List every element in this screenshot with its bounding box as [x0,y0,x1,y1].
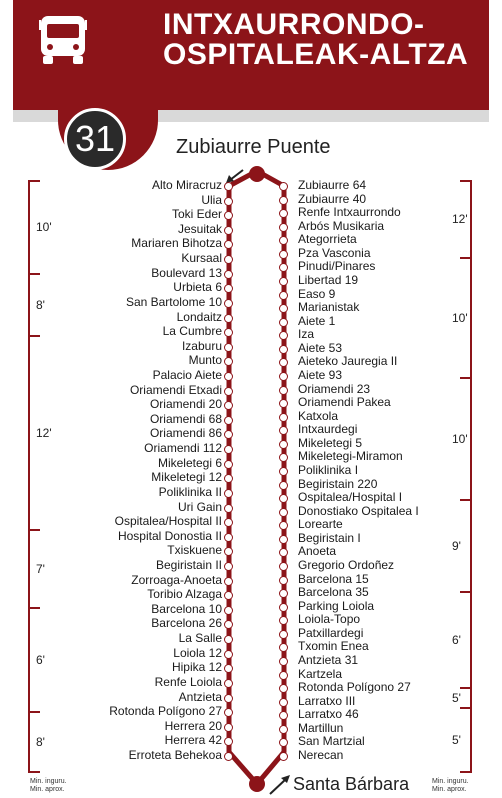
stop-marker [279,386,288,395]
right-stop-label: Arbós Musikaria [298,218,385,233]
left-stop-label: San Bartolome 10 [125,294,222,309]
right-stop-label: Anoeta [298,544,337,559]
left-stop-label: Oriamendi 68 [149,411,222,426]
stop-marker [279,671,288,680]
right-stop-label: Donostiako Ospitalea I [298,503,419,518]
right-stop-label: Poliklinika I [298,463,359,477]
right-stop-label: Katxola [298,408,339,423]
stop-marker [224,299,233,308]
right-bracket [470,258,472,378]
right-stop-label: Gregorio Ordoñez [298,558,395,572]
left-stop-label: Kursaal [181,251,222,266]
note-right-line2: Min. aprox. [432,786,467,793]
right-minutes-label: 12' [452,212,468,226]
right-stop-label: Antzieta 31 [298,653,359,667]
stop-marker [224,679,233,688]
note-left-line2: Min. aprox. [30,786,65,793]
right-stop-label: Ategorrieta [298,232,357,247]
left-stop-label: Barcelona 10 [151,601,222,616]
stop-marker [279,182,288,191]
right-stop-label: Larratxo 46 [298,707,359,722]
stop-marker [279,535,288,544]
stop-marker [279,413,288,422]
direction-arrow-bottom [270,779,286,794]
left-stop-label: Oriamendi 112 [144,441,222,456]
stop-marker [224,504,233,513]
right-bracket [470,592,472,688]
stop-marker [279,277,288,286]
terminal-top-label: Zubiaurre Puente [176,136,331,158]
left-stop-label: Oriamendi 86 [149,426,222,441]
left-bracket-tick [28,771,40,773]
right-stop-label: Nerecan [298,748,344,762]
right-stop-label: Zubiaurre 64 [298,178,367,192]
left-stop-label: Toki Eder [171,207,222,222]
right-bracket [470,708,472,772]
left-stop-label: Begiristain II [155,558,222,572]
left-stop-label: Hospital Donostia II [117,528,222,543]
terminal-bottom-label: Santa Bárbara [293,774,410,794]
stop-marker [224,533,233,542]
right-minutes-label: 10' [452,311,468,325]
right-stop-label: Aiete 53 [298,340,343,355]
right-minutes-label: 6' [452,633,461,647]
left-minutes-label: 8' [36,735,45,749]
left-minutes-label: 12' [36,426,52,440]
stop-marker [224,314,233,323]
left-minutes-label: 8' [36,298,45,312]
left-stop-label: Barcelona 26 [151,616,222,631]
right-stop-label: Barcelona 15 [298,571,369,586]
left-stop-label: Alto Miracruz [151,178,222,192]
left-stop-label: Ulia [201,192,222,207]
stop-marker [279,440,288,449]
stop-marker [224,416,233,425]
note-right-line1: Min. inguru. [432,778,469,785]
stop-marker [224,255,233,264]
right-stop-label: Loiola-Topo [298,612,361,627]
left-minutes-label: 7' [36,562,45,576]
stop-marker [224,270,233,279]
right-stop-label: Oriamendi Pakea [298,395,391,410]
note-left-line1: Min. inguru. [30,778,67,785]
stop-marker [224,650,233,659]
left-stop-label: Palacio Aiete [152,368,222,382]
terminal-bottom-marker [249,776,265,792]
stop-marker [279,345,288,354]
right-stop-label: Marianistak [298,300,360,315]
right-stop-label: Begiristain I [298,530,361,545]
right-bracket [470,378,472,500]
stop-marker [224,182,233,191]
stop-marker [279,223,288,232]
right-stop-label: Libertad 19 [298,273,359,287]
right-stop-label: Aiete 1 [298,313,336,328]
stop-marker [224,445,233,454]
note-left [30,778,67,794]
right-stop-label: Rotonda Polígono 27 [298,680,411,695]
stop-marker [279,698,288,707]
left-stop-label: La Salle [178,631,222,646]
left-stop-label: Ospitalea/Hospital II [114,514,222,529]
stop-marker [279,725,288,734]
stop-marker [224,562,233,571]
right-stop-label: Larratxo III [298,693,356,708]
stop-marker [279,250,288,259]
right-bracket [470,500,472,592]
right-stop-label: Iza [298,327,315,342]
right-stop-label: Mikeletegi 5 [298,435,363,450]
left-minutes-label: 10' [36,220,52,234]
left-stop-label: Oriamendi Etxadi [129,382,222,397]
stop-marker [279,291,288,300]
stop-marker [224,723,233,732]
right-stop-label: Parking Loiola [298,598,375,613]
stop-marker [224,387,233,396]
stop-marker [224,635,233,644]
stop-marker [224,577,233,586]
route-title-line2: OSPITALEAK-ALTZA [163,38,469,71]
right-stop-label: Intxaurdegi [298,422,358,437]
left-stop-label: Boulevard 13 [151,265,222,280]
right-stop-label: Renfe Intxaurrondo [298,205,401,220]
left-minutes-label: 6' [36,653,45,667]
stop-marker [279,630,288,639]
right-minutes-label: 5' [452,733,461,747]
left-stop-label: Erroteta Behekoa [128,748,222,762]
left-stop-label: La Cumbre [162,324,222,339]
right-stop-label: Mikeletegi-Miramon [298,449,403,464]
right-minutes-label: 10' [452,432,468,446]
stop-marker [279,467,288,476]
left-stop-label: Txiskuene [167,543,222,558]
left-stop-label: Poliklinika II [158,484,222,499]
left-stop-label: Zorroaga-Anoeta [131,572,222,587]
right-stop-label: Pinudi/Pinares [298,259,376,274]
stop-marker [279,508,288,517]
right-stop-label: Patxillardegi [298,625,364,640]
stop-marker [224,489,233,498]
terminal-top-marker [249,166,265,182]
right-stop-label: Martillun [298,720,344,735]
line-number-badge: 31 [64,108,126,170]
left-stop-label: Loiola 12 [173,645,222,660]
right-stop-label: Pza Vasconia [298,245,371,260]
right-minutes-label: 9' [452,539,461,553]
right-bracket-tick [460,771,472,773]
left-stop-label: Antzieta [178,689,222,704]
left-stop-label: Herrera 42 [164,733,222,748]
route-title-line1: INTXAURRONDO- [163,8,425,41]
stop-marker [279,196,288,205]
stop-marker [224,460,233,469]
stop-marker [224,197,233,206]
right-stop-label: Txomin Enea [298,639,369,654]
stop-marker [224,372,233,381]
right-stop-label: Ospitalea/Hospital I [298,490,403,505]
stop-marker [224,694,233,703]
stop-marker [224,752,233,761]
right-stop-label: Easo 9 [298,286,336,301]
left-stop-label: Uri Gain [177,499,222,514]
left-stop-label: Hipika 12 [171,660,222,675]
left-stop-label: Rotonda Polígono 27 [109,704,222,719]
stop-marker [279,603,288,612]
right-stop-label: Zubiaurre 40 [298,191,367,206]
stop-marker [279,562,288,571]
right-stop-label: Kartzela [298,666,343,681]
stop-marker [279,657,288,666]
right-stop-label: Aieteko Jauregia II [298,354,398,369]
right-minutes-label: 5' [452,691,461,705]
left-stop-label: Oriamendi 20 [149,397,222,412]
right-bracket [470,688,472,708]
stop-marker [279,318,288,327]
left-stop-label: Mikeletegi 12 [151,470,222,485]
left-stop-label: Jesuitak [177,221,222,236]
left-stop-label: Herrera 20 [164,718,222,733]
left-stop-label: Mikeletegi 6 [157,455,222,470]
left-stop-label: Toribio Alzaga [147,587,222,602]
stop-marker [279,372,288,381]
stop-marker [279,752,288,761]
note-right [432,778,469,794]
right-stop-label: Begiristain 220 [298,476,378,491]
right-stop-label: San Martzial [298,734,365,749]
stop-marker [224,606,233,615]
right-stop-label: Lorearte [298,517,343,532]
right-bracket [470,180,472,258]
stop-marker [279,481,288,490]
right-stop-label: Barcelona 35 [298,585,369,600]
stop-marker [224,226,233,235]
left-stop-label: Mariaren Bihotza [131,236,222,251]
left-stop-label: Londaitz [176,309,222,324]
left-stop-label: Urbieta 6 [173,280,222,295]
stop-marker [279,576,288,585]
right-stop-label: Oriamendi 23 [298,381,371,396]
right-stop-label: Aiete 93 [298,368,343,382]
left-stop-label: Munto [188,353,222,368]
stop-marker [224,343,233,352]
left-stop-label: Izaburu [181,338,222,353]
left-stop-label: Renfe Loiola [154,674,222,689]
